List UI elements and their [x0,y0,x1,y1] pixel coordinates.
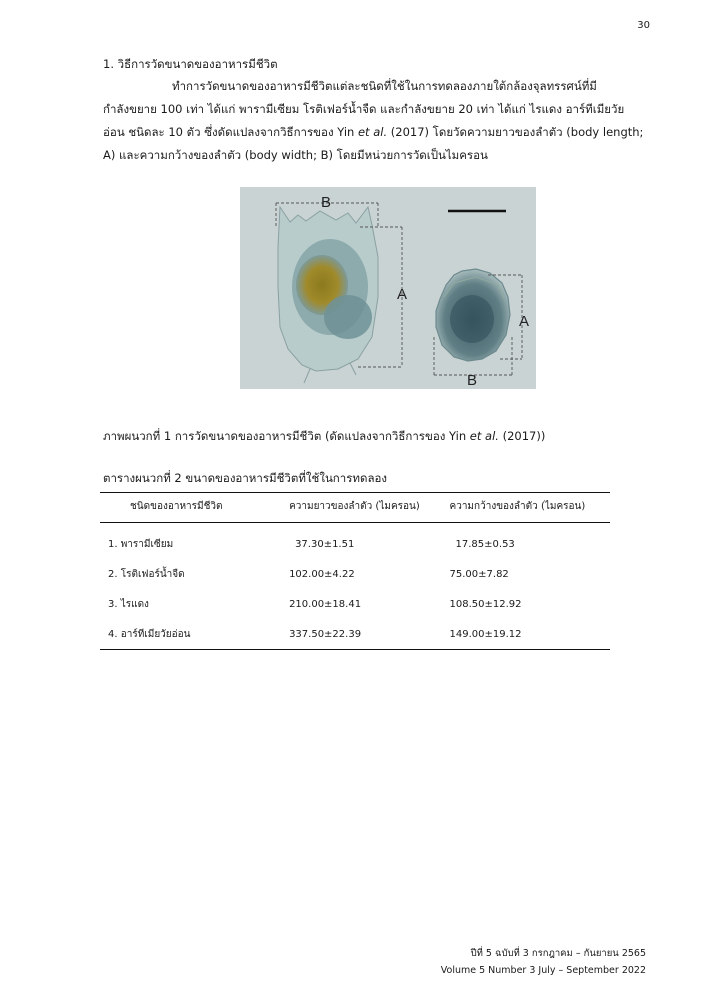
footer-issue-thai: ปีที่ 5 ฉบับที่ 3 กรกฎาคม – กันยายน 2565 [470,948,646,959]
small-specimen [436,269,510,361]
paragraph-line-2: กำลังขยาย 100 เท่า ได้แก่ พารามีเซียม โรติเฟอร์น้ำจืด และกำลังขยาย 20 เท่า ได้แก่ ไรแดง อาร์ทีเมียวัย [103,102,625,116]
table-row [100,619,610,650]
table-cell-type: 4. อาร์ทีเมียวัยอ่อน [100,619,289,650]
section-heading: 1. วิธีการวัดขนาดของอาหารมีชีวิต [103,57,278,71]
paragraph-line-4: A) และความกว้างของลำตัว (body width; B) โดยมีหน่วยการวัดเป็นไมครอน [103,148,488,162]
table-row [100,559,610,589]
table-cell-type: 3. ไรแดง [108,598,149,610]
paragraph-line-3-text-b: (2017) โดยวัดความยาวของลำตัว (body length; [387,125,644,139]
table-cell-width: 75.00±7.82 [449,568,509,580]
table-header-length: ความยาวของลำตัว (ไมครอน) [289,493,449,523]
size-table [100,492,610,650]
table-cell-type: 2. โรติเฟอร์น้ำจืด [108,568,185,580]
paragraph-etal: et al. [357,125,388,139]
specimen-label-b: B [466,372,478,389]
table-cell-length: 337.50±22.39 [289,619,449,650]
paragraph-line-1: ทำการวัดขนาดของอาหารมีชีวิตแต่ละชนิดที่ใช้ในการทดลองภายใต้กล้องจุลทรรศน์ที่มี [172,79,597,93]
rotifer-label-a: A [396,286,408,303]
table-row [100,589,610,619]
paragraph-line-3-text-a: อ่อน ชนิดละ 10 ตัว ซึ่งดัดแปลงจากวิธีการของ Yin [103,125,358,139]
table-cell-type: 1. พารามีเซียม [108,538,174,550]
table-header-width: ความกว้างของลำตัว (ไมครอน) [450,493,610,523]
specimen-label-a: A [518,313,530,330]
table-cell-length: 102.00±4.22 [289,568,355,580]
figure-caption-etal: et al. [469,429,499,443]
table-cell-width: 108.50±12.92 [449,598,522,610]
microscope-figure [240,187,536,389]
table-header-row [100,493,610,523]
table-cell-length: 210.00±18.41 [289,598,362,610]
table-cell-width: 149.00±19.12 [450,619,610,650]
figure-caption-text-b: (2017)) [498,429,546,443]
table-cell-width: 17.85±0.53 [455,538,515,550]
table-title: ตารางผนวกที่ 2 ขนาดของอาหารมีชีวิตที่ใช้ในการทดลอง [103,471,388,485]
figure-caption [103,428,545,446]
page-number: 30 [637,20,650,31]
rotifer-label-b: B [320,194,332,211]
paragraph-line-3 [103,124,643,142]
figure-caption-text-a: ภาพผนวกที่ 1 การวัดขนาดของอาหารมีชีวิต (ดัดแปลงจากวิธีการของ Yin [103,429,470,443]
footer-issue-english: Volume 5 Number 3 July – September 2022 [440,965,646,976]
table-cell-length: 37.30±1.51 [295,538,355,550]
table-row [100,523,610,560]
table-header-type: ชนิดของอาหารมีชีวิต [100,493,289,523]
